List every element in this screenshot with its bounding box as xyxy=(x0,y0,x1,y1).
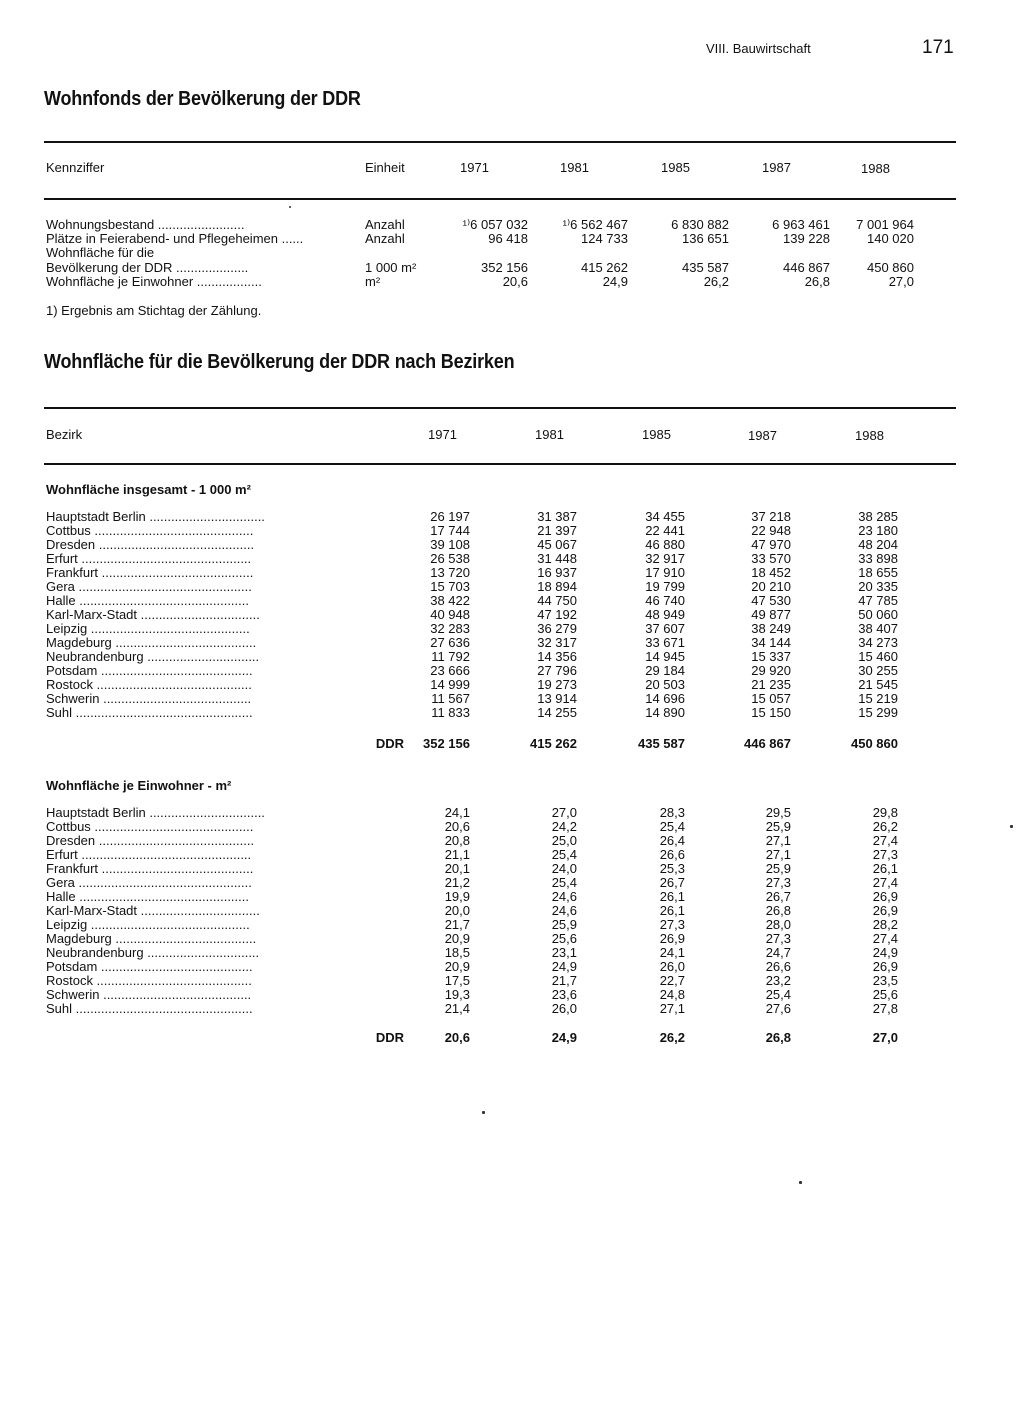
row-label: Dresden ........................................... xyxy=(46,538,255,552)
row-value: 26,9 xyxy=(872,889,898,904)
row-value: 29 184 xyxy=(645,663,685,678)
row-value: 23 666 xyxy=(430,663,470,678)
row-value: 16 937 xyxy=(537,565,577,580)
row-value: 23 180 xyxy=(858,523,898,538)
row-value: 25,4 xyxy=(551,875,577,890)
row-value: 29,5 xyxy=(765,805,791,820)
section-a-heading: Wohnfläche insgesamt - 1 000 m² xyxy=(46,482,251,497)
row-value: 28,0 xyxy=(765,917,791,932)
row-value: 25,9 xyxy=(551,917,577,932)
row-value: 14 945 xyxy=(645,649,685,664)
section-header: VIII. Bauwirtschaft xyxy=(706,41,811,56)
row-value: 47 970 xyxy=(751,537,791,552)
row-label: Magdeburg ....................................... xyxy=(46,636,257,650)
row-value: 136 651 xyxy=(682,231,729,246)
row-value: 21,7 xyxy=(444,917,470,932)
row-value: ¹⁾6 057 032 xyxy=(462,217,528,232)
row-value: 45 067 xyxy=(537,537,577,552)
row-value: 37 607 xyxy=(645,621,685,636)
table-row xyxy=(46,664,916,678)
row-value: 38 422 xyxy=(430,593,470,608)
row-value: 44 750 xyxy=(537,593,577,608)
row-value: 17 744 xyxy=(430,523,470,538)
table-row xyxy=(46,692,916,706)
row-label: Bevölkerung der DDR .................... xyxy=(46,261,249,275)
section-b-heading: Wohnfläche je Einwohner - m² xyxy=(46,778,232,793)
row-value: 18 452 xyxy=(751,565,791,580)
row-value: 26,2 xyxy=(659,1030,685,1045)
row-value: 26,4 xyxy=(659,833,685,848)
table2-col-1971: 1971 xyxy=(428,427,457,442)
total-row xyxy=(46,1031,916,1045)
row-value: 23,2 xyxy=(765,973,791,988)
row-value: 46 880 xyxy=(645,537,685,552)
row-value: 26,9 xyxy=(659,931,685,946)
table1-col-1985: 1985 xyxy=(661,160,690,175)
row-value: 27,0 xyxy=(551,805,577,820)
row-label: Frankfurt .......................................... xyxy=(46,566,254,580)
table1-footnote: 1) Ergebnis am Stichtag der Zählung. xyxy=(46,303,262,318)
row-value: 25,4 xyxy=(659,819,685,834)
table-row xyxy=(46,650,916,664)
row-value: 20 503 xyxy=(645,677,685,692)
row-value: 46 740 xyxy=(645,593,685,608)
row-value: 26,0 xyxy=(659,959,685,974)
row-value: 20,9 xyxy=(444,959,470,974)
row-value: 13 914 xyxy=(537,691,577,706)
row-value: 21 235 xyxy=(751,677,791,692)
table1-header-rule xyxy=(44,198,956,200)
table-row xyxy=(46,608,916,622)
row-value: 26 197 xyxy=(430,509,470,524)
row-value: 26,1 xyxy=(659,889,685,904)
row-value: 25,0 xyxy=(551,833,577,848)
row-label: Leipzig ............................................ xyxy=(46,918,250,932)
row-value: 25,6 xyxy=(551,931,577,946)
row-value: 26,8 xyxy=(804,274,830,289)
row-unit: Anzahl xyxy=(365,231,405,246)
row-value: 20,0 xyxy=(444,903,470,918)
row-value: 26,7 xyxy=(659,875,685,890)
table-row xyxy=(46,946,916,960)
row-value: 15 057 xyxy=(751,691,791,706)
row-value: 34 144 xyxy=(751,635,791,650)
row-value: 24,9 xyxy=(602,274,628,289)
row-value: 47 192 xyxy=(537,607,577,622)
table-row xyxy=(46,806,916,820)
row-value: 37 218 xyxy=(751,509,791,524)
table-row xyxy=(46,566,916,580)
row-label: Erfurt ............................................... xyxy=(46,552,252,566)
row-value: 14 999 xyxy=(430,677,470,692)
row-value: 26,1 xyxy=(659,903,685,918)
row-value: 29,8 xyxy=(872,805,898,820)
row-value: 21,7 xyxy=(551,973,577,988)
row-value: 26,1 xyxy=(872,861,898,876)
row-value: 22 441 xyxy=(645,523,685,538)
table2-top-rule xyxy=(44,407,956,409)
row-value: 31 387 xyxy=(537,509,577,524)
row-value: 14 696 xyxy=(645,691,685,706)
table-row xyxy=(46,510,916,524)
row-value: 26,9 xyxy=(872,903,898,918)
row-value: 15 299 xyxy=(858,705,898,720)
row-value: 26,8 xyxy=(765,1030,791,1045)
row-value: 26,9 xyxy=(872,959,898,974)
row-value: 446 867 xyxy=(744,736,791,751)
table-row xyxy=(46,524,916,538)
table-row xyxy=(46,636,916,650)
row-value: 26,2 xyxy=(872,819,898,834)
table-row xyxy=(46,918,916,932)
row-value: 450 860 xyxy=(851,736,898,751)
row-value: 21,4 xyxy=(444,1001,470,1016)
row-label: Hauptstadt Berlin ................................ xyxy=(46,806,265,820)
row-value: 32 283 xyxy=(430,621,470,636)
row-value: 24,1 xyxy=(444,805,470,820)
row-value: 6 963 461 xyxy=(772,217,830,232)
row-label: Potsdam .......................................... xyxy=(46,960,253,974)
row-value: 29 920 xyxy=(751,663,791,678)
row-value: 28,3 xyxy=(659,805,685,820)
row-label: Schwerin ......................................... xyxy=(46,988,252,1002)
row-label: Frankfurt .......................................... xyxy=(46,862,254,876)
row-value: 18,5 xyxy=(444,945,470,960)
row-value: 20,1 xyxy=(444,861,470,876)
table-row xyxy=(46,218,916,232)
row-value: 124 733 xyxy=(581,231,628,246)
row-value: 27,3 xyxy=(765,875,791,890)
row-value: 48 204 xyxy=(858,537,898,552)
table2-title: Wohnfläche für die Bevölkerung der DDR nach Bezirken xyxy=(44,351,515,373)
row-value: 27,0 xyxy=(888,274,914,289)
row-value: 30 255 xyxy=(858,663,898,678)
row-value: ¹⁾6 562 467 xyxy=(562,217,628,232)
row-value: 6 830 882 xyxy=(671,217,729,232)
scan-speck xyxy=(482,1111,485,1114)
table1-col-unit: Einheit xyxy=(365,160,405,175)
row-value: 27,1 xyxy=(765,833,791,848)
table-row xyxy=(46,1002,916,1016)
row-value: 19,3 xyxy=(444,987,470,1002)
row-label: Hauptstadt Berlin ................................ xyxy=(46,510,265,524)
table-row xyxy=(46,678,916,692)
row-value: 40 948 xyxy=(430,607,470,622)
scan-speck xyxy=(1010,825,1013,828)
row-value: 11 567 xyxy=(431,691,470,706)
table-row xyxy=(46,261,916,275)
table-row xyxy=(46,552,916,566)
row-value: 20,6 xyxy=(444,819,470,834)
table-row xyxy=(46,848,916,862)
row-label: Cottbus ............................................ xyxy=(46,524,254,538)
row-value: 415 262 xyxy=(581,260,628,275)
row-value: 15 337 xyxy=(751,649,791,664)
row-value: 21,1 xyxy=(444,847,470,862)
row-value: 23,6 xyxy=(551,987,577,1002)
table-row xyxy=(46,580,916,594)
row-value: 23,1 xyxy=(551,945,577,960)
row-value: 24,9 xyxy=(872,945,898,960)
row-value: 20,8 xyxy=(444,833,470,848)
table2-col-1987: 1987 xyxy=(748,428,777,443)
row-value: 19,9 xyxy=(444,889,470,904)
row-value: 435 587 xyxy=(682,260,729,275)
row-value: 21 397 xyxy=(537,523,577,538)
row-value: 32 917 xyxy=(645,551,685,566)
table-row xyxy=(46,932,916,946)
table-row xyxy=(46,890,916,904)
row-value: 15 703 xyxy=(430,579,470,594)
row-label: Karl-Marx-Stadt ................................. xyxy=(46,904,260,918)
table1-top-rule xyxy=(44,141,956,143)
row-value: 140 020 xyxy=(867,231,914,246)
row-label: Halle ............................................... xyxy=(46,594,249,608)
row-value: 18 655 xyxy=(858,565,898,580)
table1-col-indicator: Kennziffer xyxy=(46,160,105,175)
row-value: 26,8 xyxy=(765,903,791,918)
row-value: 15 150 xyxy=(751,705,791,720)
table-row xyxy=(46,876,916,890)
row-value: 26,0 xyxy=(551,1001,577,1016)
row-value: 22 948 xyxy=(751,523,791,538)
row-label: Gera ................................................ xyxy=(46,580,252,594)
row-value: 27,1 xyxy=(659,1001,685,1016)
row-value: 24,7 xyxy=(765,945,791,960)
row-value: 27 636 xyxy=(430,635,470,650)
row-label: Karl-Marx-Stadt ................................. xyxy=(46,608,260,622)
row-label: Rostock ........................................... xyxy=(46,678,252,692)
table2-col-1985: 1985 xyxy=(642,427,671,442)
row-label: Neubrandenburg ............................... xyxy=(46,650,260,664)
row-label: Suhl ................................................. xyxy=(46,1002,253,1016)
row-value: 24,6 xyxy=(551,889,577,904)
row-value: 27,4 xyxy=(872,833,898,848)
scan-speck xyxy=(289,206,291,208)
row-value: 17 910 xyxy=(645,565,685,580)
scan-speck xyxy=(799,1181,802,1184)
row-value: 31 448 xyxy=(537,551,577,566)
row-label: Neubrandenburg ............................... xyxy=(46,946,260,960)
table-row xyxy=(46,538,916,552)
table-row xyxy=(46,275,916,289)
table2-col-1981: 1981 xyxy=(535,427,564,442)
row-value: 15 219 xyxy=(858,691,898,706)
table2-col-1988: 1988 xyxy=(855,428,884,443)
table1-col-1981: 1981 xyxy=(560,160,589,175)
row-label: Erfurt ............................................... xyxy=(46,848,252,862)
table1-col-1971: 1971 xyxy=(460,160,489,175)
row-value: 23,5 xyxy=(872,973,898,988)
row-value: 38 407 xyxy=(858,621,898,636)
row-value: 25,4 xyxy=(765,987,791,1002)
row-value: 33 570 xyxy=(751,551,791,566)
row-label: Schwerin ......................................... xyxy=(46,692,252,706)
row-label: DDR xyxy=(375,1031,404,1045)
table2-col-district: Bezirk xyxy=(46,427,83,442)
table1-col-1987: 1987 xyxy=(762,160,791,175)
page-number: 171 xyxy=(922,37,954,58)
row-value: 24,9 xyxy=(551,1030,577,1045)
row-value: 27,3 xyxy=(659,917,685,932)
row-value: 435 587 xyxy=(638,736,685,751)
row-value: 139 228 xyxy=(783,231,830,246)
row-value: 27,4 xyxy=(872,875,898,890)
row-value: 33 898 xyxy=(858,551,898,566)
row-label: Rostock ........................................... xyxy=(46,974,252,988)
table1-title: Wohnfonds der Bevölkerung der DDR xyxy=(44,88,361,110)
row-value: 24,0 xyxy=(551,861,577,876)
row-value: 20,6 xyxy=(502,274,528,289)
table-row xyxy=(46,594,916,608)
row-value: 20,9 xyxy=(444,931,470,946)
row-value: 28,2 xyxy=(872,917,898,932)
row-label: Magdeburg ....................................... xyxy=(46,932,257,946)
row-value: 38 285 xyxy=(858,509,898,524)
row-value: 19 273 xyxy=(537,677,577,692)
row-value: 25,6 xyxy=(872,987,898,1002)
row-value: 26 538 xyxy=(430,551,470,566)
row-value: 36 279 xyxy=(537,621,577,636)
row-value: 21,2 xyxy=(444,875,470,890)
row-label: Cottbus ............................................ xyxy=(46,820,254,834)
row-value: 39 108 xyxy=(430,537,470,552)
row-value: 20,6 xyxy=(444,1030,470,1045)
row-value: 27,0 xyxy=(872,1030,898,1045)
row-value: 20 210 xyxy=(751,579,791,594)
row-value: 48 949 xyxy=(645,607,685,622)
row-value: 18 894 xyxy=(537,579,577,594)
table2-header-rule xyxy=(44,463,956,465)
row-label: Wohnfläche je Einwohner .................. xyxy=(46,275,262,289)
row-label: Dresden ........................................... xyxy=(46,834,255,848)
row-value: 7 001 964 xyxy=(856,217,914,232)
row-value: 15 460 xyxy=(858,649,898,664)
row-label: Gera ................................................ xyxy=(46,876,252,890)
row-value: 27,1 xyxy=(765,847,791,862)
row-label: Wohnungsbestand ........................ xyxy=(46,218,245,232)
row-value: 27,8 xyxy=(872,1001,898,1016)
row-value: 17,5 xyxy=(444,973,470,988)
row-value: 25,9 xyxy=(765,819,791,834)
row-value: 47 785 xyxy=(858,593,898,608)
row-value: 38 249 xyxy=(751,621,791,636)
row-value: 24,8 xyxy=(659,987,685,1002)
row-value: 20 335 xyxy=(858,579,898,594)
row-value: 96 418 xyxy=(488,231,528,246)
row-value: 13 720 xyxy=(430,565,470,580)
table-row xyxy=(46,232,916,246)
row-unit: 1 000 m² xyxy=(365,260,417,275)
row-value: 415 262 xyxy=(530,736,577,751)
row-label: Potsdam .......................................... xyxy=(46,664,253,678)
table-row xyxy=(46,904,916,918)
row-value: 14 356 xyxy=(537,649,577,664)
row-value: 27 796 xyxy=(537,663,577,678)
row-value: 27,3 xyxy=(872,847,898,862)
row-value: 49 877 xyxy=(751,607,791,622)
row-value: 21 545 xyxy=(858,677,898,692)
row-value: 446 867 xyxy=(783,260,830,275)
table-row xyxy=(46,960,916,974)
row-value: 19 799 xyxy=(645,579,685,594)
row-value: 22,7 xyxy=(659,973,685,988)
table-row xyxy=(46,622,916,636)
row-value: 25,9 xyxy=(765,861,791,876)
row-value: 14 890 xyxy=(645,705,685,720)
row-label: Leipzig ............................................ xyxy=(46,622,250,636)
row-value: 47 530 xyxy=(751,593,791,608)
row-value: 24,2 xyxy=(551,819,577,834)
row-value: 352 156 xyxy=(423,736,470,751)
row-value: 34 455 xyxy=(645,509,685,524)
row-value: 33 671 xyxy=(645,635,685,650)
row-value: 27,4 xyxy=(872,931,898,946)
table-row xyxy=(46,820,916,834)
row-value: 25,3 xyxy=(659,861,685,876)
row-value: 26,6 xyxy=(765,959,791,974)
row-value: 450 860 xyxy=(867,260,914,275)
row-unit: m² xyxy=(365,274,381,289)
row-value: 24,1 xyxy=(659,945,685,960)
row-label: Halle ............................................... xyxy=(46,890,249,904)
table-row xyxy=(46,974,916,988)
row-value: 14 255 xyxy=(537,705,577,720)
table1-col-1988: 1988 xyxy=(861,161,890,176)
row-value: 34 273 xyxy=(858,635,898,650)
row-value: 24,9 xyxy=(551,959,577,974)
row-value: 26,7 xyxy=(765,889,791,904)
table-row xyxy=(46,246,916,260)
row-label: Suhl ................................................. xyxy=(46,706,253,720)
row-label: DDR xyxy=(375,737,404,751)
row-value: 27,6 xyxy=(765,1001,791,1016)
row-value: 50 060 xyxy=(858,607,898,622)
row-value: 26,6 xyxy=(659,847,685,862)
row-label: Plätze in Feierabend- und Pflegeheimen ...... xyxy=(46,232,304,246)
row-unit: Anzahl xyxy=(365,217,405,232)
row-value: 352 156 xyxy=(481,260,528,275)
table-row xyxy=(46,706,916,720)
row-value: 27,3 xyxy=(765,931,791,946)
row-label: Wohnfläche für die xyxy=(46,246,155,260)
row-value: 11 792 xyxy=(431,649,470,664)
total-row xyxy=(46,737,916,751)
table-row xyxy=(46,834,916,848)
row-value: 26,2 xyxy=(703,274,729,289)
row-value: 25,4 xyxy=(551,847,577,862)
row-value: 24,6 xyxy=(551,903,577,918)
row-value: 11 833 xyxy=(431,705,470,720)
table-row xyxy=(46,988,916,1002)
table-row xyxy=(46,862,916,876)
row-value: 32 317 xyxy=(537,635,577,650)
